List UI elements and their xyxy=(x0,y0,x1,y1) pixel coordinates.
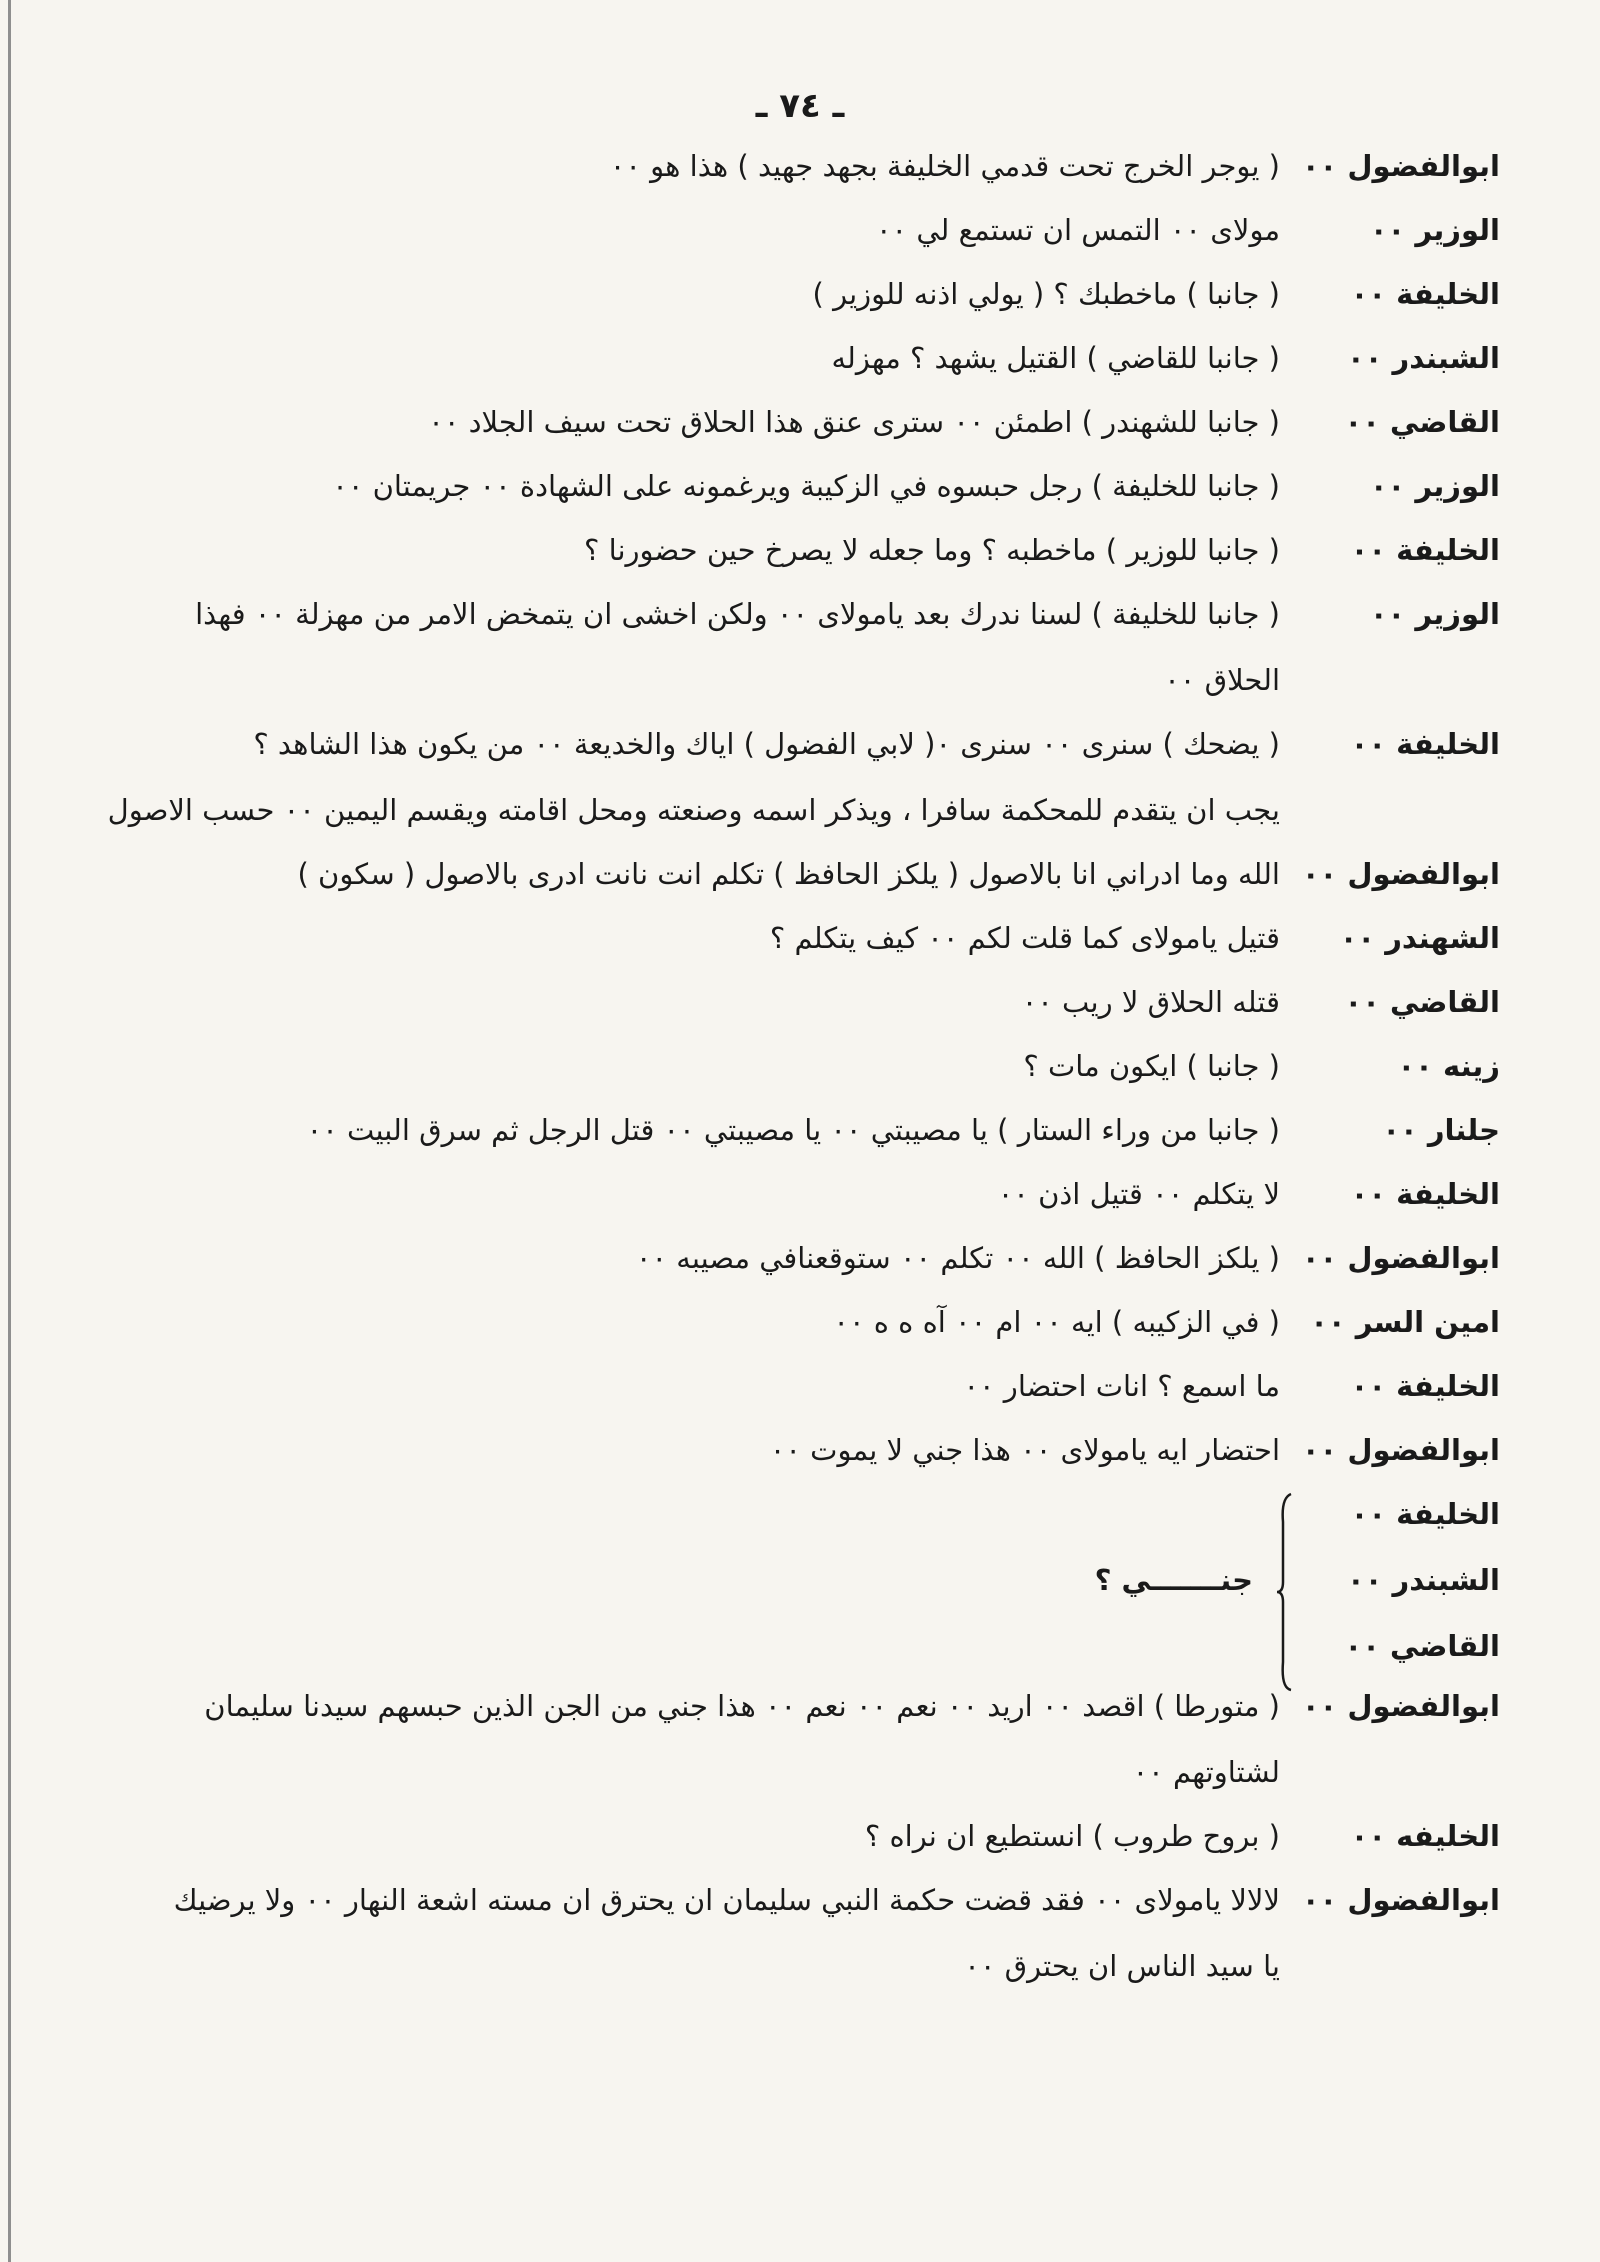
speaker-name: القاضي ٠٠ xyxy=(1344,405,1500,439)
dialogue-text xyxy=(100,1688,1280,1790)
dialogue-text xyxy=(100,276,1280,312)
dialogue-row xyxy=(100,1304,1500,1340)
speaker-name: الخليفه ٠٠ xyxy=(1350,1819,1500,1853)
speaker-name: الشهندر ٠٠ xyxy=(1339,921,1500,955)
dialogue-row xyxy=(100,1112,1500,1148)
dialogue-row xyxy=(100,532,1500,568)
dialogue-block-bottom xyxy=(100,1688,1500,1984)
dialogue-row xyxy=(100,984,1500,1020)
dialogue-line: ( جانبا للشهندر ) اطمئن ٠٠ سترى عنق هذا الحلاق تحت سيف الجلاد ٠٠ xyxy=(428,405,1280,439)
speaker-name: ابوالفضول ٠٠ xyxy=(1301,1241,1500,1275)
speaker-name: الخليفة ٠٠ xyxy=(1350,1369,1500,1403)
dialogue-line: ( يضحك ) سنرى ٠٠ سنرى ٠( لابي الفضول ) اياك والخديعة ٠٠ من يكون هذا الشاهد ؟ xyxy=(253,727,1280,761)
dialogue-text xyxy=(100,340,1280,376)
dialogue-text xyxy=(100,1432,1280,1468)
dialogue-text xyxy=(100,1368,1280,1404)
group-speaker: الشبندر ٠٠ xyxy=(1347,1563,1500,1597)
speaker-name: ابوالفضول ٠٠ xyxy=(1301,1433,1500,1467)
dialogue-row xyxy=(100,1048,1500,1084)
speaker-name: ابوالفضول ٠٠ xyxy=(1301,1883,1500,1917)
dialogue-text xyxy=(100,726,1280,828)
dialogue-line: لالالا يامولاى ٠٠ فقد قضت حكمة النبي سليمان ان يحترق ان مسته اشعة النهار ٠٠ ولا يرضيك xyxy=(173,1883,1280,1917)
dialogue-text xyxy=(100,1112,1280,1148)
speaker-name: الوزير ٠٠ xyxy=(1369,597,1500,631)
dialogue-continuation: يا سيد الناس ان يحترق ٠٠ xyxy=(964,1949,1280,1983)
dialogue-text xyxy=(100,1240,1280,1276)
speaker-name: الشبندر ٠٠ xyxy=(1347,341,1500,375)
dialogue-row xyxy=(100,920,1500,956)
group-dialogue xyxy=(100,1496,1500,1664)
dialogue-row xyxy=(100,1432,1500,1468)
speaker-name: زينه ٠٠ xyxy=(1397,1049,1500,1083)
dialogue-text xyxy=(100,532,1280,568)
dialogue-row xyxy=(100,1368,1500,1404)
dialogue-text xyxy=(100,920,1280,956)
dialogue-line: ( جانبا للوزير ) ماخطبه ؟ وما جعله لا يصرخ حين حضورنا ؟ xyxy=(584,533,1280,567)
dialogue-line: ( جانبا ) ماخطبك ؟ ( يولي اذنه للوزير ) xyxy=(812,277,1280,311)
dialogue-continuation: لشتاوتهم ٠٠ xyxy=(1132,1755,1280,1789)
dialogue-text xyxy=(100,1176,1280,1212)
dialogue-line: ( جانبا للقاضي ) القتيل يشهد ؟ مهزله xyxy=(831,341,1280,375)
speaker-name: جلنار ٠٠ xyxy=(1382,1113,1500,1147)
dialogue-text xyxy=(100,212,1280,248)
dialogue-row xyxy=(100,596,1500,698)
dialogue-text xyxy=(100,984,1280,1020)
page-number: ـ ٧٤ ـ xyxy=(755,86,845,126)
dialogue-line: الله وما ادراني انا بالاصول ( يلكز الحافظ ) تكلم انت نانت ادرى بالاصول ( سكون ) xyxy=(297,857,1280,891)
dialogue-text xyxy=(100,1818,1280,1854)
speaker-name: الخليفة ٠٠ xyxy=(1350,727,1500,761)
speaker-name: ابوالفضول ٠٠ xyxy=(1301,857,1500,891)
dialogue-line: احتضار ايه يامولاى ٠٠ هذا جني لا يموت ٠٠ xyxy=(769,1433,1280,1467)
speaker-name: الخليفة ٠٠ xyxy=(1350,1177,1500,1211)
dialogue-row xyxy=(100,1176,1500,1212)
speaker-name: ابوالفضول ٠٠ xyxy=(1301,1689,1500,1723)
dialogue-row xyxy=(100,468,1500,504)
dialogue-row xyxy=(100,1688,1500,1790)
dialogue-line: ( جانبا للخليفة ) لسنا ندرك بعد يامولاى ٠٠ ولكن اخشى ان يتمخض الامر من مهزلة ٠٠ فهذا xyxy=(195,597,1280,631)
dialogue-line: ( يلكز الحافظ ) الله ٠٠ تكلم ٠٠ ستوقعنافي مصيبه ٠٠ xyxy=(635,1241,1280,1275)
dialogue-continuation-full: يجب ان يتقدم للمحكمة سافرا ، ويذكر اسمه وصنعته ومحل اقامته ويقسم اليمين ٠٠ حسب الاصول xyxy=(107,793,1280,827)
speaker-name: الوزير ٠٠ xyxy=(1369,213,1500,247)
dialogue-line: ( جانبا من وراء الستار ) يا مصيبتي ٠٠ يا مصيبتي ٠٠ قتل الرجل ثم سرق البيت ٠٠ xyxy=(306,1113,1280,1147)
speaker-name: الوزير ٠٠ xyxy=(1369,469,1500,503)
dialogue-line: لا يتكلم ٠٠ قتيل اذن ٠٠ xyxy=(997,1177,1280,1211)
dialogue-text xyxy=(100,1048,1280,1084)
dialogue-line: ( يوجر الخرج تحت قدمي الخليفة بجهد جهيد ) هذا هو ٠٠ xyxy=(609,149,1280,183)
dialogue-line: ( جانبا للخليفة ) رجل حبسوه في الزكيبة ويرغمونه على الشهادة ٠٠ جريمتان ٠٠ xyxy=(332,469,1280,503)
dialogue-row xyxy=(100,148,1500,184)
dialogue-row xyxy=(100,276,1500,312)
dialogue-line: ( جانبا ) ايكون مات ؟ xyxy=(1023,1049,1280,1083)
dialogue-text xyxy=(100,148,1280,184)
speaker-name: الخليفة ٠٠ xyxy=(1350,277,1500,311)
dialogue-line: قتيل يامولاى كما قلت لكم ٠٠ كيف يتكلم ؟ xyxy=(769,921,1280,955)
dialogue-line: ( في الزكيبه ) ايه ٠٠ ام ٠٠ آه ه ه ٠٠ xyxy=(833,1305,1280,1339)
brace-icon xyxy=(1277,1496,1295,1664)
script-body xyxy=(100,148,1500,2012)
group-speakers xyxy=(1295,1496,1500,1664)
dialogue-row xyxy=(100,1240,1500,1276)
dialogue-row xyxy=(100,726,1500,828)
dialogue-text xyxy=(100,856,1280,892)
binding-edge xyxy=(8,0,11,2262)
speaker-name: الخليفة ٠٠ xyxy=(1350,533,1500,567)
dialogue-row xyxy=(100,1882,1500,1984)
group-line: جنـــــــي ؟ xyxy=(1094,1563,1253,1597)
dialogue-continuation: الحلاق ٠٠ xyxy=(1164,663,1280,697)
dialogue-line: ما اسمع ؟ انات احتضار ٠٠ xyxy=(963,1369,1280,1403)
speaker-name: امين السر ٠٠ xyxy=(1310,1305,1500,1339)
dialogue-text xyxy=(100,1304,1280,1340)
dialogue-line: قتله الحلاق لا ريب ٠٠ xyxy=(1021,985,1280,1019)
dialogue-line: ( متورطا ) اقصد ٠٠ اريد ٠٠ نعم ٠٠ نعم ٠٠ هذا جني من الجن الذين حبسهم سيدنا سليمان xyxy=(204,1689,1280,1723)
dialogue-row xyxy=(100,1818,1500,1854)
dialogue-row xyxy=(100,212,1500,248)
dialogue-row xyxy=(100,340,1500,376)
dialogue-row xyxy=(100,856,1500,892)
dialogue-block-top xyxy=(100,148,1500,1468)
dialogue-row xyxy=(100,404,1500,440)
dialogue-line: ( بروح طروب ) انستطيع ان نراه ؟ xyxy=(864,1819,1280,1853)
group-speaker: الخليفة ٠٠ xyxy=(1350,1497,1500,1531)
speaker-name: القاضي ٠٠ xyxy=(1344,985,1500,1019)
dialogue-text xyxy=(100,404,1280,440)
dialogue-text xyxy=(100,596,1280,698)
dialogue-line: مولاى ٠٠ التمس ان تستمع لي ٠٠ xyxy=(875,213,1280,247)
dialogue-text xyxy=(100,1882,1280,1984)
dialogue-text xyxy=(100,468,1280,504)
group-speaker: القاضي ٠٠ xyxy=(1344,1629,1500,1663)
speaker-name: ابوالفضول ٠٠ xyxy=(1301,149,1500,183)
